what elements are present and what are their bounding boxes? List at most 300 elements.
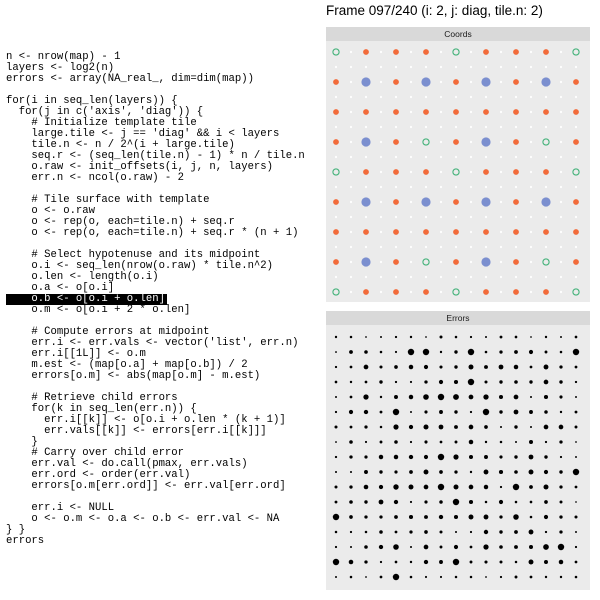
code-line: o.raw <- init_offsets(i, j, n, layers)	[6, 161, 274, 173]
coord-point	[423, 49, 429, 55]
grid-point	[380, 96, 382, 98]
error-point	[545, 531, 547, 533]
grid-point	[380, 291, 382, 293]
error-point	[409, 485, 414, 490]
code-line: m.est <- (map[o.a] + map[o.b]) / 2	[6, 359, 248, 371]
error-point	[559, 440, 562, 443]
grid-point	[560, 111, 562, 113]
code-line: # Tile surface with template	[6, 194, 210, 206]
grid-point	[560, 201, 562, 203]
grid-point	[380, 51, 382, 53]
error-point	[393, 544, 399, 550]
error-point	[394, 515, 398, 519]
grid-point	[440, 246, 442, 248]
error-point	[453, 394, 459, 400]
error-point	[454, 485, 459, 490]
grid-point	[530, 186, 532, 188]
error-point	[410, 501, 412, 503]
grid-point	[470, 201, 472, 203]
error-point	[424, 410, 427, 413]
grid-point	[470, 51, 472, 53]
error-point	[559, 560, 564, 565]
error-point	[394, 365, 398, 369]
coord-point	[393, 289, 399, 295]
error-point	[499, 500, 503, 504]
grid-point	[440, 51, 442, 53]
grid-point	[470, 111, 472, 113]
error-point	[335, 381, 338, 384]
error-point	[469, 455, 473, 459]
coord-point	[513, 289, 519, 295]
error-point	[470, 576, 473, 579]
error-point	[364, 365, 369, 370]
grid-point	[395, 246, 397, 248]
grid-point	[410, 186, 412, 188]
error-point	[393, 484, 398, 489]
grid-point	[455, 216, 457, 218]
error-point	[454, 470, 457, 473]
coord-point	[333, 79, 339, 85]
error-point	[455, 441, 458, 444]
error-point	[424, 515, 428, 519]
grid-point	[425, 96, 427, 98]
code-line: err.n <- ncol(o.raw) - 2	[6, 172, 185, 184]
coord-point	[573, 259, 579, 265]
coord-point-ring	[573, 289, 579, 295]
error-point	[484, 425, 488, 429]
error-point	[425, 336, 427, 338]
grid-point	[350, 261, 352, 263]
coord-point	[333, 199, 339, 205]
error-point	[544, 410, 548, 414]
error-point	[485, 336, 487, 338]
error-point	[559, 425, 564, 430]
error-point	[424, 380, 427, 383]
error-point	[365, 531, 368, 534]
grid-point	[575, 96, 577, 98]
errors-panel	[326, 311, 590, 590]
coord-point	[513, 49, 519, 55]
error-point	[545, 336, 547, 338]
error-point	[514, 410, 519, 415]
error-point	[393, 409, 399, 415]
grid-point	[485, 246, 487, 248]
error-point	[379, 455, 383, 459]
grid-point	[440, 291, 442, 293]
grid-point	[485, 126, 487, 128]
code-line: tile.n <- n / 2^(i + large.tile)	[6, 139, 235, 151]
error-point	[380, 411, 383, 414]
grid-point	[500, 231, 502, 233]
error-point	[334, 485, 337, 488]
error-point	[364, 560, 367, 563]
error-point	[530, 366, 533, 369]
code-listing	[6, 52, 324, 547]
error-point	[364, 545, 368, 549]
coord-point	[423, 109, 429, 115]
error-point	[410, 441, 412, 443]
grid-point	[515, 156, 517, 158]
error-point	[575, 546, 577, 548]
grid-point	[380, 246, 382, 248]
grid-point	[500, 96, 502, 98]
coord-point	[363, 109, 369, 115]
error-point	[454, 545, 458, 549]
grid-point	[350, 216, 352, 218]
code-line: layers <- log2(n)	[6, 62, 115, 74]
coord-point	[543, 49, 549, 55]
error-point	[365, 576, 367, 578]
grid-point	[530, 171, 532, 173]
error-point	[350, 546, 352, 548]
error-point	[483, 394, 488, 399]
grid-point	[560, 66, 562, 68]
error-point	[529, 560, 534, 565]
code-line: errors	[6, 535, 45, 547]
error-point	[424, 455, 428, 459]
error-point	[529, 455, 534, 460]
grid-point	[515, 186, 517, 188]
error-point	[558, 544, 564, 550]
code-line: for(k in seq_len(err.n)) {	[6, 403, 197, 415]
grid-point	[500, 66, 502, 68]
grid-point	[380, 201, 382, 203]
error-point	[499, 530, 502, 533]
code-line: o <- o.raw	[6, 205, 96, 217]
error-point	[559, 470, 562, 473]
grid-point	[575, 246, 577, 248]
error-point	[440, 546, 443, 549]
error-point	[454, 425, 458, 429]
grid-point	[545, 66, 547, 68]
grid-point	[440, 201, 442, 203]
error-point	[379, 485, 383, 489]
coord-point	[333, 259, 339, 265]
coord-point	[393, 199, 399, 205]
coord-point	[333, 139, 339, 145]
error-point	[499, 455, 502, 458]
error-point	[560, 501, 563, 504]
error-point	[514, 380, 518, 384]
error-point	[409, 515, 413, 519]
grid-point	[470, 246, 472, 248]
error-point	[394, 470, 397, 473]
error-point	[453, 454, 458, 459]
error-point	[575, 501, 577, 503]
error-point	[395, 381, 397, 383]
code-line: errors[o.m] <- abs(map[o.m] - m.est)	[6, 370, 261, 382]
code-line: for(i in seq_len(layers)) {	[6, 95, 178, 107]
error-point	[380, 396, 382, 398]
coord-point-midpoint	[361, 77, 370, 86]
grid-point	[470, 261, 472, 263]
grid-point	[575, 186, 577, 188]
error-point	[335, 366, 337, 368]
grid-point	[395, 156, 397, 158]
error-point	[484, 560, 487, 563]
error-point	[439, 470, 443, 474]
error-point	[364, 515, 367, 518]
code-line: } }	[6, 524, 26, 536]
grid-point	[350, 51, 352, 53]
error-point	[350, 336, 353, 339]
coord-point	[333, 229, 339, 235]
grid-point	[470, 96, 472, 98]
grid-point	[440, 186, 442, 188]
error-point	[469, 425, 474, 430]
error-point	[499, 470, 503, 474]
error-point	[335, 576, 337, 578]
code-line: errors[o.m[err.ord]] <- err.val[err.ord]	[6, 480, 286, 492]
error-point	[335, 546, 337, 548]
error-point	[529, 545, 533, 549]
error-point	[380, 576, 383, 579]
coord-point	[393, 139, 399, 145]
error-point	[410, 561, 412, 563]
error-point	[529, 350, 533, 354]
grid-point	[455, 246, 457, 248]
error-point	[544, 395, 548, 399]
grid-point	[410, 66, 412, 68]
error-point	[575, 576, 578, 579]
grid-point	[410, 291, 412, 293]
grid-point	[530, 141, 532, 143]
grid-point	[575, 66, 577, 68]
error-point	[393, 574, 399, 580]
grid-point	[455, 96, 457, 98]
grid-point	[530, 156, 532, 158]
error-point	[543, 484, 548, 489]
error-point	[484, 515, 489, 520]
coord-point-midpoint	[361, 257, 370, 266]
error-point	[530, 396, 532, 398]
errors-plot	[326, 325, 590, 590]
grid-point	[545, 126, 547, 128]
error-point	[560, 336, 562, 338]
coord-point-ring	[333, 289, 339, 295]
coord-point	[393, 229, 399, 235]
grid-point	[455, 66, 457, 68]
grid-point	[545, 186, 547, 188]
error-point	[409, 395, 413, 399]
grid-point	[335, 246, 337, 248]
grid-point	[440, 111, 442, 113]
grid-point	[410, 231, 412, 233]
grid-point	[530, 201, 532, 203]
error-point	[575, 411, 578, 414]
error-point	[440, 336, 443, 339]
error-point	[468, 349, 474, 355]
error-point	[530, 336, 532, 338]
error-point	[469, 500, 473, 504]
error-point	[335, 501, 338, 504]
error-point	[409, 530, 412, 533]
error-point	[349, 410, 353, 414]
error-point	[394, 500, 398, 504]
error-point	[394, 440, 398, 444]
error-point	[470, 411, 472, 413]
error-point	[453, 499, 459, 505]
error-point	[485, 441, 487, 443]
error-point	[333, 514, 339, 520]
grid-point	[530, 126, 532, 128]
coords-plot	[326, 41, 590, 302]
error-point	[500, 336, 503, 339]
grid-point	[335, 66, 337, 68]
grid-point	[440, 96, 442, 98]
grid-point	[410, 246, 412, 248]
error-point	[545, 441, 547, 443]
error-point	[514, 395, 519, 400]
coord-point-midpoint	[481, 137, 490, 146]
error-point	[469, 485, 474, 490]
error-point	[410, 546, 412, 548]
error-point	[410, 336, 412, 338]
error-point	[515, 576, 518, 579]
error-point	[530, 426, 532, 428]
error-point	[544, 500, 548, 504]
coord-point-ring	[453, 49, 459, 55]
error-point	[379, 545, 383, 549]
error-point	[514, 530, 518, 534]
coord-point	[483, 229, 489, 235]
coord-point-midpoint	[481, 77, 490, 86]
error-point	[559, 365, 562, 368]
error-point	[380, 561, 382, 563]
error-point	[335, 396, 337, 398]
grid-point	[530, 291, 532, 293]
error-point	[350, 426, 353, 429]
error-point	[379, 365, 382, 368]
error-point	[364, 350, 368, 354]
coord-point	[573, 139, 579, 145]
grid-point	[440, 276, 442, 278]
coord-point	[453, 199, 459, 205]
grid-point	[350, 81, 352, 83]
error-point	[575, 441, 577, 443]
error-point	[515, 501, 518, 504]
code-line: err.i[[1L]] <- o.m	[6, 348, 146, 360]
error-point	[470, 336, 472, 338]
error-point	[349, 515, 353, 519]
code-line: seq.r <- (seq_len(tile.n) - 1) * n / tile.n	[6, 150, 305, 162]
grid-point	[440, 261, 442, 263]
error-point	[395, 336, 397, 338]
error-point	[379, 380, 382, 383]
code-line: # Select hypotenuse and its midpoint	[6, 249, 261, 261]
error-point	[394, 395, 398, 399]
error-point	[455, 576, 458, 579]
error-point	[410, 411, 412, 413]
error-point	[515, 336, 518, 339]
grid-point	[350, 96, 352, 98]
grid-point	[530, 81, 532, 83]
error-point	[485, 576, 487, 578]
coord-point-midpoint	[481, 197, 490, 206]
grid-point	[380, 171, 382, 173]
frame-label: Frame 097/240 (i: 2, j: diag, tile.n: 2)	[326, 3, 543, 18]
error-point	[484, 380, 487, 383]
error-point	[575, 531, 577, 533]
grid-point	[425, 276, 427, 278]
error-point	[350, 396, 353, 399]
coord-point	[453, 229, 459, 235]
error-point	[365, 441, 367, 443]
grid-point	[335, 276, 337, 278]
grid-point	[560, 51, 562, 53]
error-point	[349, 560, 354, 565]
error-point	[515, 441, 517, 443]
error-point	[560, 576, 562, 578]
coord-point	[513, 199, 519, 205]
grid-point	[455, 276, 457, 278]
coord-point	[543, 289, 549, 295]
coord-point	[483, 289, 489, 295]
code-line: for(j in c('axis', 'diag')) {	[6, 106, 204, 118]
coord-point-midpoint	[481, 257, 490, 266]
error-point	[559, 515, 562, 518]
error-point	[573, 469, 579, 475]
code-line: # Retrieve child errors	[6, 392, 178, 404]
grid-point	[380, 141, 382, 143]
grid-point	[380, 126, 382, 128]
error-point	[335, 336, 337, 338]
code-line: err.vals[[k]] <- errors[err.i[[k]]]	[6, 425, 267, 437]
error-point	[469, 365, 474, 370]
code-line: err.ord <- order(err.val)	[6, 469, 191, 481]
error-point	[335, 471, 337, 473]
grid-point	[410, 171, 412, 173]
grid-point	[470, 141, 472, 143]
error-point	[439, 500, 443, 504]
error-point	[379, 530, 383, 534]
grid-point	[545, 216, 547, 218]
error-point	[333, 559, 339, 565]
grid-point	[350, 276, 352, 278]
coord-point-ring	[543, 259, 549, 265]
error-point	[484, 455, 488, 459]
grid-point	[560, 141, 562, 143]
error-point	[425, 576, 427, 578]
grid-point	[560, 276, 562, 278]
grid-point	[335, 216, 337, 218]
grid-point	[455, 186, 457, 188]
coord-point-midpoint	[421, 77, 430, 86]
error-point	[379, 500, 384, 505]
grid-point	[350, 171, 352, 173]
error-point	[544, 470, 548, 474]
error-point	[484, 530, 488, 534]
error-point	[485, 351, 488, 354]
error-point	[410, 576, 413, 579]
error-point	[379, 470, 382, 473]
grid-point	[470, 216, 472, 218]
error-point	[515, 561, 518, 564]
coord-point	[393, 169, 399, 175]
grid-point	[425, 66, 427, 68]
grid-point	[470, 156, 472, 158]
error-point	[409, 425, 413, 429]
grid-point	[410, 111, 412, 113]
error-point	[529, 485, 533, 489]
coord-point	[453, 259, 459, 265]
error-point	[573, 349, 579, 355]
coord-point	[543, 169, 549, 175]
error-point	[544, 455, 547, 458]
error-point	[529, 470, 534, 475]
coord-point-midpoint	[421, 197, 430, 206]
error-point	[544, 425, 549, 430]
